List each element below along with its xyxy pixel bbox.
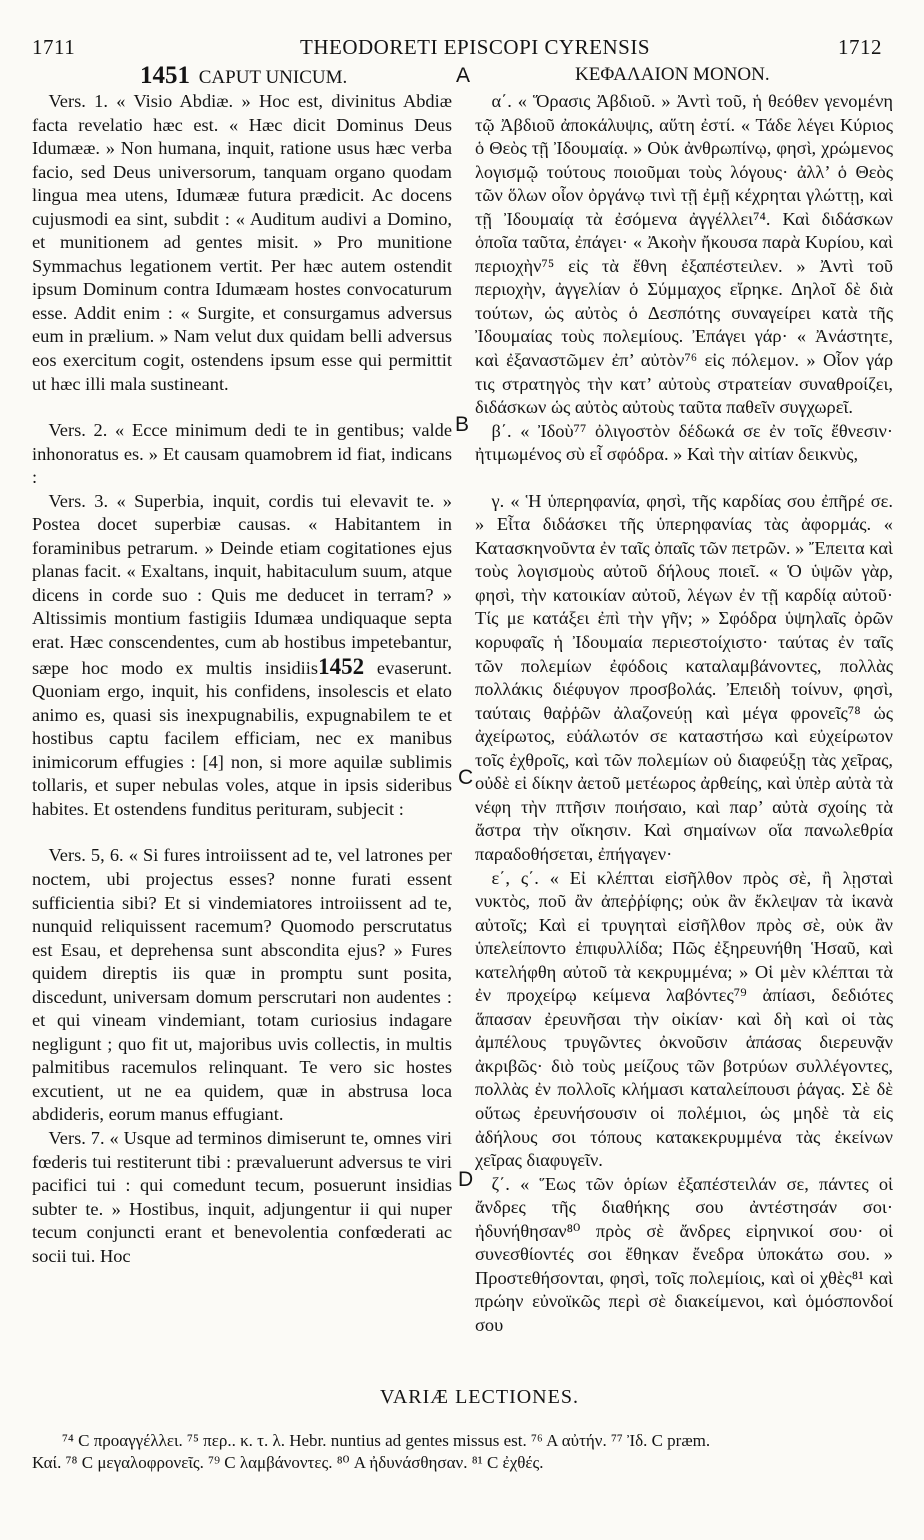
greek-paragraph-3: γ. « Ἡ ὑπερηφανία, φησὶ, τῆς καρδίας σου ἐπῆρέ σε. » Εἶτα διδάσκει τῆς ὑπερηφανίας τὰς ἀφορμάς. « Κατασκηνοῦντα ἐν ταῖς ὀπαῖς τῶν πετρῶν. » Ἔπειτα καὶ τοὺς λογισμοὺς αὐτοῦ δήλους ποιεῖ. « Ὁ ὑψῶν γὰρ, φησὶ, τὴν κατοικίαν αὐτοῦ, λέγων ἐν τῇ καρδίᾳ αὐτοῦ· Τίς με κατάξει ἐπὶ τὴν γῆν; » Σφόδρα ὑψηλαῖς ὀρῶν κορυφαῖς ἡ Ἰδουμαία περιεστοίχιστο· ταύτας ἐν ταῖς τῶν πολεμίων ἐφόδοις καταλαμβάνοντες, πολλὰς πολλάκις διέφυγον προσβολάς. Ἐπειδὴ τοίνυν, φησὶ, ταύταις θαῤῥῶν ἀλαζονεύῃ καὶ μέγα φρονεῖς⁷⁸ ὡς ἀχείρωτος, εὐάλωτόν σε καταστήσω καὶ εὐχείρωτον τοῖς ἐχθροῖς, καὶ τῶν πολεμίων οὐ διαφεύξῃ τὰς χεῖρας, οὐδὲ εἰ δίκην ἀετοῦ μετέωρος ἀρθείης, καὶ ὑπὲρ αὐτὰ τὰ νέφη τὴν πτῆσιν ποιήσαιο, καὶ παρ’ αὐτὰ σχοίης τὰ ἄστρα τὴν οἴκησιν. Καὶ σημαίνων οἵα πανωλεθρία παραδοθήσεται, ἐπήγαγεν· <box>475 490 893 864</box>
greek-paragraph-1: α΄. « Ὅρασις Ἀβδιοῦ. » Ἀντὶ τοῦ, ἡ θεόθεν γενομένη τῷ Ἀβδιοῦ ἀποκάλυψις, αὕτη ἐστί. « Τάδε λέγει Κύριος ὁ Θεὸς τῇ Ἰδουμαίᾳ. » Οὐκ ἀνθρωπίνῳ, φησὶ, χρώμενος λογισμῷ τούτους ποιοῦμαι τοὺς λόγους· ἀλλ’ ὁ Θεὸς τῶν ὅλων οἷον ὀργάνῳ τινὶ τῇ ἐμῇ κέχρηται γλώττῃ, καὶ τῇ Ἰδουμαίᾳ τὰ ἐσόμενα ἀγγέλλει⁷⁴. Καὶ διδάσκων ὁποῖα ταῦτα, ἐπάγει· « Ἀκοὴν ἤκουσα παρὰ Κυρίου, καὶ περιοχὴν⁷⁵ εἰς τὰ ἔθνη ἐξαπέστειλεν. » Ἀντὶ τοῦ περιοχὴν, ἀγγελίαν ὁ Σύμμαχος εἴρηκε. Δηλοῖ δὲ διὰ τούτων, ὡς αὐτὸς ὁ Δεσπότης συναγείρει κατὰ τῆς Ἰδουμαίας τοὺς πολεμίους. Ἐπάγει γάρ· « Ἀνάστητε, καὶ ἐξαναστῶμεν ἐπ’ αὐτὸν⁷⁶ εἰς πόλεμον. » Οἷον γάρ τις στρατηγὸς τὴν κατ’ αὐτοὺς στρατείαν συναθροίζει, διδάσκων ὡς αὐτὸς αὐτοὺς ταῦτα παθεῖν συγχωρεῖ. <box>475 91 893 418</box>
margin-letter-a: A <box>456 64 471 87</box>
latin-column <box>32 90 452 1268</box>
latin-chapter-title: CAPUT UNICUM. <box>198 67 348 88</box>
latin-paragraph-vers-5-6: Vers. 5, 6. « Si fures introiissent ad te, vel latrones per noctem, ubi projectus esses? nonne furati essent sufficientia sibi? Et si vindemiatores introiissent ad te, nunquid reliquissent racemum? Quomodo perscrutatus est Esau, et deprehensa sunt abscondita ejus? » Fures quidem direptis iis quæ in promptu sunt posita, discedunt, universam domum perscrutari non audentes : et qui vineam vindemiant, totam curiosius indagare negligunt ; quo fit ut, majoribus uvis collectis, in multis palmitibus racemulos relinquant. Te vero sic hostes excutient, ut ne ea quidem, quæ in abstrusa loca abdideris, eorum manus effugiant. <box>32 845 452 1125</box>
latin-heading <box>140 62 347 90</box>
greek-paragraph-2: β΄. « Ἰδοὺ⁷⁷ ὀλιγοστὸν δέδωκά σε ἐν τοῖς ἔθνεσιν· ἠτιμωμένος σὺ εἶ σφόδρα. » Καὶ τὴν αἰτίαν δεικνὺς, <box>475 420 893 465</box>
greek-chapter-title: ΚΕΦΑΛΑΙΟΝ ΜΟΝΟΝ. <box>575 64 770 85</box>
margin-letter-c: C <box>458 766 474 789</box>
greek-column <box>475 90 893 1337</box>
variae-line-1: ⁷⁴ C προαγγέλλει. ⁷⁵ περ.. κ. τ. λ. Hebr. nuntius ad gentes missus est. ⁷⁶ A αὐτήν. ⁷⁷ Ἰδ. C præm. <box>62 1431 711 1450</box>
margin-letter-d: D <box>458 1168 474 1191</box>
greek-paragraph-5-6: ε΄, ς΄. « Εἰ κλέπται εἰσῆλθον πρὸς σὲ, ἢ λῃσταὶ νυκτὸς, ποῦ ἂν ἀπεῤῥίφης; οὐκ ἂν ἔκλεψαν τὰ ἱκανὰ αὐτοῖς; Καὶ εἰ τρυγηταὶ εἰσῆλθον πρὸς σὲ, οὐκ ἂν ὑπελείποντο ἐπιφυλλίδα; Πῶς ἐξηρευνήθη Ἡσαῦ, καὶ κατελήφθη αὐτοῦ τὰ κεκρυμμένα; » Οἱ μὲν κλέπται τὰ ἐν προχείρῳ κείμενα λαβόντες⁷⁹ ἀπίασι, δεδιότες ἅπασαν ἐρευνῆσαι τὴν οἰκίαν· καὶ δὴ καὶ οἱ τὰς ἀμπέλους τρυγῶντες ὀκνοῦσιν ἁπάσας διερευνᾷν ἀκριβῶς· διὸ τοὺς μείζους τῶν βοτρύων συλλέγοντες, πολλὰς ἐν πολλοῖς κλήμασι καταλείπουσι ῥάγας. Σὲ δὲ οὕτως ἐρευνήσουσιν οἱ πολέμιοι, ὡς μηδὲ τὰ εἰς ἀδήλους σοι τόπους κατακεκρυμμένα τὰς ἐκείνων χεῖρας διαφυγεῖν. <box>475 867 893 1171</box>
latin-vers-3-text-a: Vers. 3. « Superbia, inquit, cordis tui elevavit te. » Postea docet superbiæ causas. « Habitantem in foraminibus petrarum. » Deinde etiam cogitationes ejus planas facit. « Exaltans, inquit, habitaculum suum, atque dicens in corde suo : Quis me deducet in terram? » Altissimis montium fastigiis Idumæa undiquaque septa erat. Hæc conscendentes, cum ab hostibus impetebantur, sæpe hoc modo ex multis insidiis <box>32 490 452 678</box>
variae-lectiones-heading: VARIÆ LECTIONES. <box>380 1386 579 1408</box>
page-number-right: 1712 <box>838 35 882 59</box>
variae-line-2: Καί. ⁷⁸ C μεγαλοφρονεῖς. ⁷⁹ C λαμβάνοντες. ⁸⁰ A ἠδυνάσθησαν. ⁸¹ C ἐχθές. <box>32 1453 544 1472</box>
running-title: THEODORETI EPISCOPI CYRENSIS <box>300 35 651 59</box>
greek-paragraph-7: ζ΄. « Ἕως τῶν ὁρίων ἐξαπέστειλάν σε, πάντες οἱ ἄνδρες τῆς διαθήκης σου ἀντέστησάν σοι· ἠδυνήθησαν⁸⁰ πρὸς σὲ ἄνδρες εἰρηνικοί σου· οἱ συνεσθίοντές σοι ἔθηκαν ἔνεδρα ὑποκάτω σου. » Προστεθήσονται, φησὶ, τοῖς πολεμίοις, καὶ οἱ χθὲς⁸¹ καὶ πρώην εὐνοϊκῶς περὶ σὲ διακείμενοι, καὶ ὁμόσπονδοί σου <box>475 1173 893 1335</box>
column-marker: 1452 <box>318 653 365 679</box>
latin-paragraph-vers-3 <box>32 490 452 822</box>
latin-paragraph-vers-7: Vers. 7. « Usque ad terminos dimiserunt te, omnes viri fœderis tui restiterunt tibi : prævaluerunt adversus te viri pacifici tui : qui comedunt tecum, posuerunt insidias subter te. » Hostibus, inquit, adjungentur ii qui nuper tecum conjuncti erant et benevolentia confœderati ac socii tui. Hoc <box>32 1127 452 1266</box>
latin-paragraph-vers-2: Vers. 2. « Ecce minimum dedi te in gentibus; valde inhonoratus es. » Et causam quamobrem id fiat, indicans : <box>32 420 452 488</box>
margin-letter-b: B <box>455 413 470 436</box>
page-number-left: 1711 <box>32 35 76 59</box>
latin-paragraph-vers-1: Vers. 1. « Visio Abdiæ. » Hoc est, divinitus Abdiæ facta revelatio hæc est. « Hæc dicit Dominus Deus Idumææ. » Non humana, inquit, ratione usus hæc verba facio, sed Deus universorum, tanquam organo quodam lingua mea utens, Idumææ futura prædicit. Ac docens cujusmodi ea sint, subdit : « Auditum audivi a Domino, et munitionem ad gentes misit. » Pro munitione Symmachus legationem vertit. Per hæc autem ostendit ipsum Dominum contra Idumæam hostes convocaturum esse. Addit enim : « Surgite, et consurgamus adversus eum in prælium. » Nam velut dux quidam belli adversus eos exercitum cogit, ostendens ipsum esse qui permittit ut hæc illi mala sustineant. <box>32 91 452 394</box>
column-number: 1451 <box>140 62 190 89</box>
latin-vers-3-text-b: evaserunt. Quoniam ergo, inquit, his confidens, insolescis et elato animo es, quasi sis inexpugnabilis, expugnabilem te et hostibus captu facilem efficiam, nec ex manibus inimicorum effugies : [4] non, si more aquilæ sublimis tollaris, et super nebulas voles, atque in ipsis sideribus habites. Et ostendens funditus perituram, subjecit : <box>32 657 452 819</box>
